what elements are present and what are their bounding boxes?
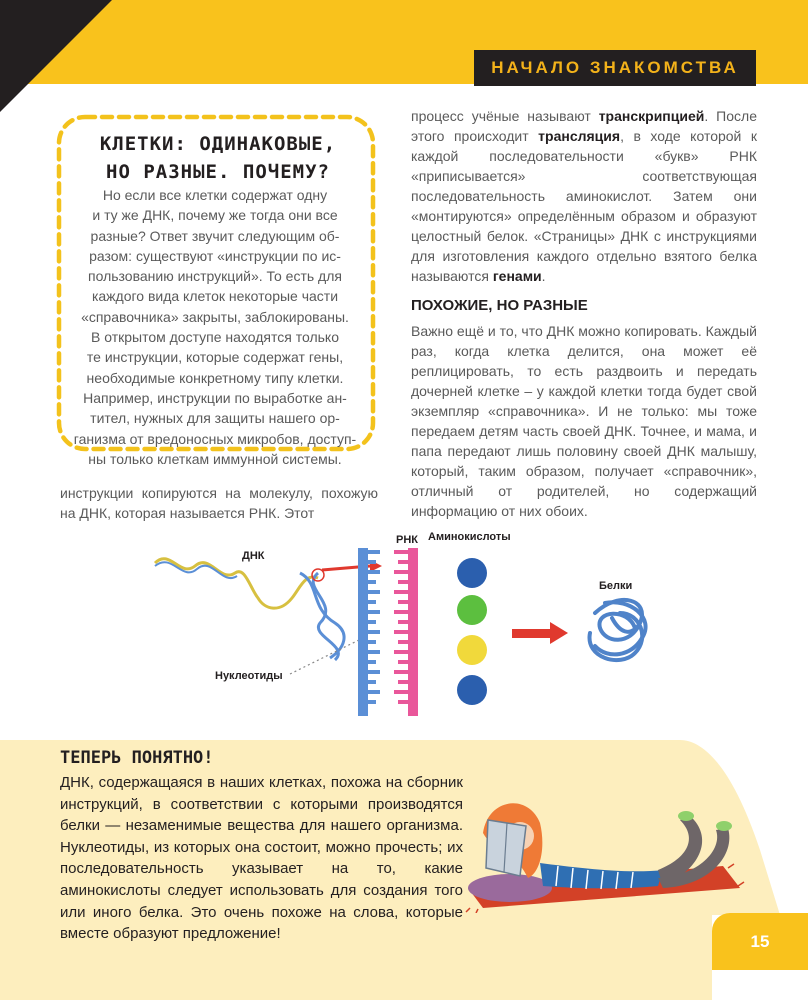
term-translation: трансляция (538, 128, 621, 144)
right-column-paragraph-2: Важно ещё и то, что ДНК можно копировать. Каждый раз, когда клетка делится, она может её реплицировать, то есть раздвоить и передать дочерней клетке – у каждой клетки тогда будет свой экземпляр «справочника». И не только: мы тоже передаем детям часть своей ДНК. Точнее, и мама, и папа передают лишь половину своей ДНК малышу, который, таким образом, получает «справочник», отличный от родителей, но содержащий информацию от них обоих. (411, 323, 757, 519)
box-line: ны только клеткам иммунной системы. (88, 450, 342, 467)
box-line: те инструкции, которые содержат гены, (86, 349, 344, 366)
label-nucleotides: Нуклеотиды (215, 670, 283, 682)
box-line: В открытом доступе находятся только (90, 329, 339, 346)
amino-acid-circle (457, 635, 487, 665)
amino-acid-circle (457, 558, 487, 588)
box-line: необходимые конкретному типу клетки. (86, 369, 344, 386)
box-title-line: КЛЕТКИ: ОДИНАКОВЫЕ, (99, 133, 337, 155)
dna-diagram (150, 528, 670, 723)
box-line: каждого вида клеток некоторые части (91, 288, 339, 305)
text-run: . После этого происходит (411, 108, 757, 144)
label-proteins: Белки (599, 580, 633, 592)
box-title (78, 130, 358, 186)
dna-comb-teeth (368, 550, 380, 704)
box-line: и ту же ДНК, почему же тогда они все (92, 207, 338, 224)
box-line: разные? Ответ звучит следующим об- (90, 227, 340, 244)
box-line: тител, нужных для защиты нашего ор- (90, 410, 340, 427)
text-run: , в ходе которой к каждой последовательности «букв» РНК «приписывается» соответствующая последовательность аминокислот. Затем они «монтируются» определённым образом и образуют целостный белок. «Страницы» ДНК с инструкциями для изготовления каждого отдельно взятого белка называются (411, 128, 758, 284)
box-text (70, 185, 360, 469)
rna-comb-teeth (394, 550, 408, 704)
amino-acid-circle (457, 675, 487, 705)
corner-decoration (0, 0, 120, 115)
page-number: 15 (712, 913, 808, 970)
diagram-drawing (150, 528, 670, 723)
box-line: Например, инструкции по выработке ан- (83, 389, 347, 406)
box-title-line: НО РАЗНЫЕ. ПОЧЕМУ? (106, 161, 330, 183)
text-run: процесс учёные называют (411, 108, 599, 124)
label-dna: ДНК (242, 550, 265, 562)
term-genes: генами (492, 268, 542, 284)
amino-acid-circle (457, 595, 487, 625)
box-line: разом: существуют «инструкции по ис- (89, 247, 341, 264)
protein-illustration (590, 600, 646, 660)
right-column-paragraph: процесс учёные называют транскрипцией. После этого происходит трансляция, в ходе которой к каждой последовательности «букв» РНК «приписывается» соответствующая последовательность аминокислот. Затем они «монтируются» определённым образом и образуют целостный белок. «Страницы» ДНК с инструкциями для изготовления каждого отдельно взятого белка называются генами. (411, 108, 758, 284)
dna-strand-illustration (155, 559, 318, 608)
label-rna: РНК (396, 534, 418, 546)
box-line: пользованию инструкций». То есть для (88, 268, 342, 285)
box-line: «справочника» закрыты, заблокированы. (81, 308, 349, 325)
box-line: ганизма от вредоносных микробов, доступ- (73, 430, 357, 447)
label-amino-acids: Аминокислоты (428, 531, 511, 543)
term-transcription: транскрипцией (598, 108, 705, 124)
left-column-text: инструкции копируются на молекулу, похожую на ДНК, которая называется РНК. Этот (60, 485, 378, 521)
section-label: НАЧАЛО ЗНАКОМСТВА (474, 50, 756, 86)
box-line: Но если все клетки содержат одну (102, 187, 328, 203)
summary-text: ДНК, содержащаяся в наших клетках, похожа на сборник инструкций, в соответствии с которыми производятся белки — незаменимые вещества для нашего организма. Нуклеотиды, из которых она состоит, можно прочесть; их последовательность указывает на то, какие аминокислоты следует использовать для создания того или иного белка. Это очень похоже на слова, которые вместе образуют предложение! (60, 774, 463, 943)
section-title: ПОХОЖИЕ, НО РАЗНЫЕ (411, 297, 588, 314)
summary-title: ТЕПЕРЬ ПОНЯТНО! (60, 748, 214, 768)
reading-girl-illustration (458, 778, 758, 913)
